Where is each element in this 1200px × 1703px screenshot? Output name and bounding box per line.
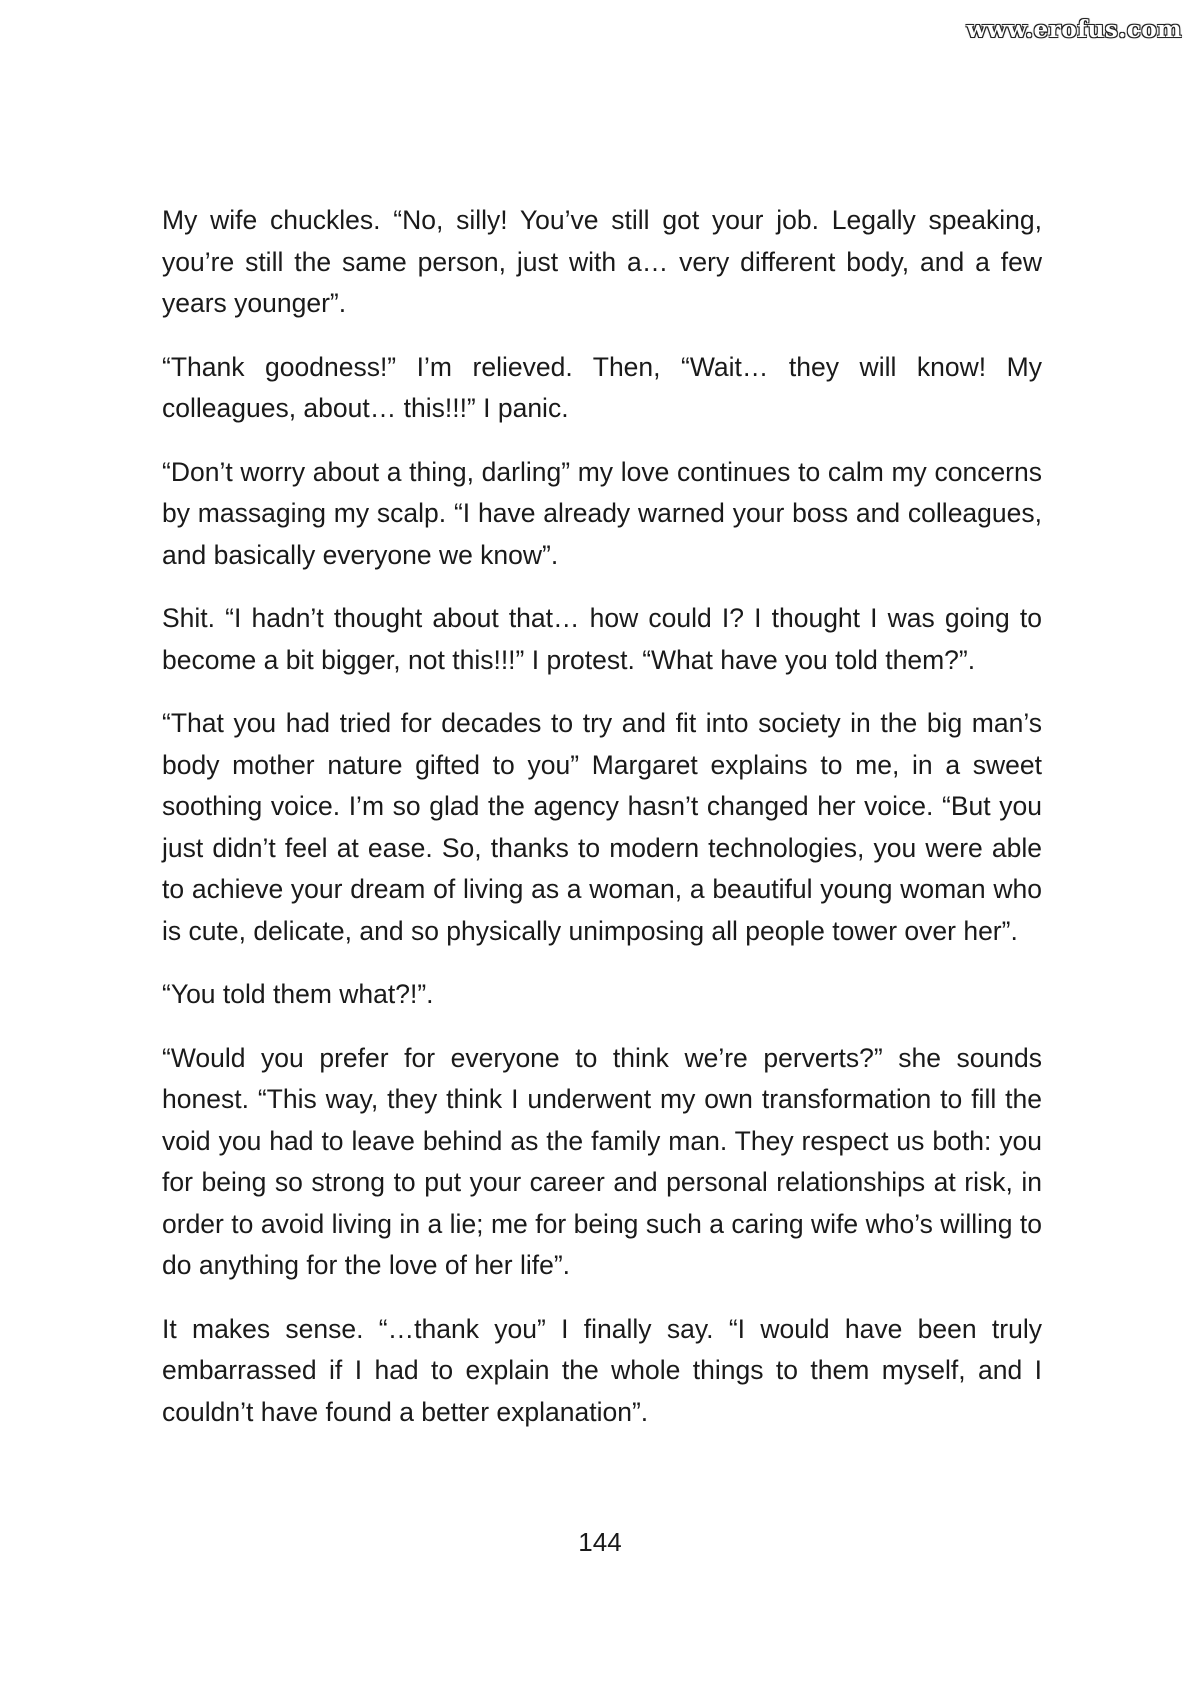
paragraph: “Don’t worry about a thing, darling” my love continues to calm my concerns by massaging my scalp. “I have already warned your boss and colleagues, and basically everyone we know”. xyxy=(162,456,1042,570)
page-number: 144 xyxy=(578,1527,622,1557)
paragraph: Shit. “I hadn’t thought about that… how could I? I thought I was going to become a bit bigger, not this!!!” I protest. “What have you told them?”. xyxy=(162,603,1042,675)
paragraph: My wife chuckles. “No, silly! You’ve still got your job. Legally speaking, you’re still the same person, just with a… very different body, and a few years younger”. xyxy=(162,205,1042,318)
paragraph: “Would you prefer for everyone to think we’re perverts?” she sounds honest. “This way, they think I underwent my own transformation to fill the void you had to leave behind as the family man. They respect us both: you for being so strong to put your career and personal relationships at risk, in order to avoid living in a lie; me for being such a caring wife who’s willing to do anything for the love of her life”. xyxy=(162,1042,1042,1280)
paragraph: It makes sense. “…thank you” I finally say. “I would have been truly embarrassed if I had to explain the whole things to them myself, and I couldn’t have found a better explanation”. xyxy=(162,1313,1042,1427)
paragraph: “That you had tried for decades to try and fit into society in the big man’s body mother nature gifted to you” Margaret explains to me, in a sweet soothing voice. I’m so glad the agency hasn’t changed her voice. “But you just didn’t feel at ease. So, thanks to modern technologies, you were able to achieve your dream of living as a woman, a beautiful young woman who is cute, delicate, and so physically unimposing all people tower over her”. xyxy=(162,708,1042,946)
page-body xyxy=(162,200,1042,1455)
paragraph: “You told them what?!”. xyxy=(162,979,434,1009)
paragraph: “Thank goodness!” I’m relieved. Then, “Wait… they will know! My colleagues, about… this!!!” I panic. xyxy=(162,351,1042,423)
watermark: www.erofus.com xyxy=(966,16,1182,43)
